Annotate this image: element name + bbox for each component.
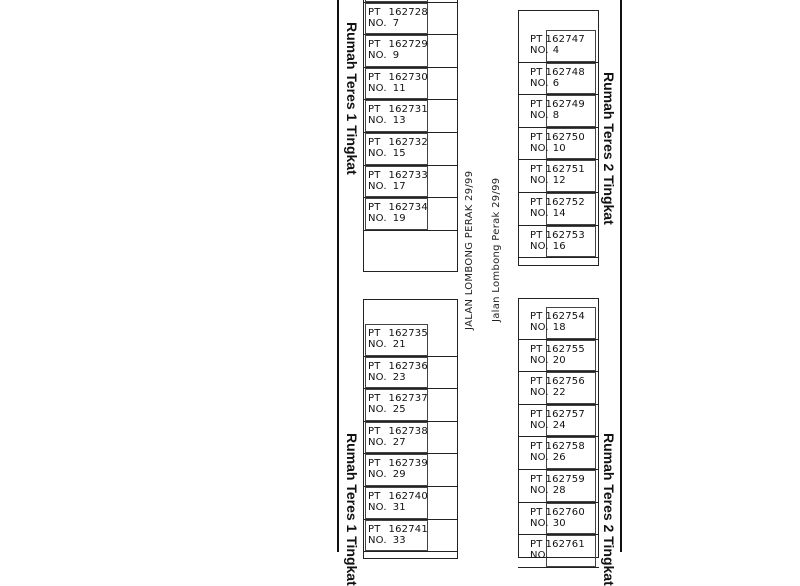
lot-parcel (518, 437, 599, 470)
lot-pt-number: 162751 (545, 164, 585, 176)
lot-no-label: NO. (368, 371, 387, 383)
lot-parcel (518, 535, 599, 568)
lot-pt-label: PT (368, 202, 381, 214)
lot-parcel (363, 100, 458, 133)
lot-pt-number: 162758 (545, 441, 585, 453)
lot-no-label: NO. (368, 148, 387, 159)
lot-pt-label: PT (530, 164, 543, 176)
lot-pt-label: PT (530, 229, 543, 241)
lot-pt-label: PT (368, 491, 381, 502)
lot-pt-number: 162736 (388, 360, 428, 372)
lot-pt-number: 162756 (545, 376, 585, 388)
lot-pt-label: PT (368, 328, 381, 339)
lot-house-number: 14 (552, 208, 566, 219)
lot-pt-label: PT (368, 39, 381, 51)
lot-pt-number: 162760 (545, 506, 585, 518)
lot-parcel (518, 340, 599, 373)
lot-pt-label: PT (368, 425, 381, 437)
lot-pt-number: 162747 (545, 34, 585, 45)
lot-no-label: NO. (368, 213, 387, 225)
lot-no-label: NO. (530, 142, 549, 154)
lot-no-label: NO. (530, 240, 549, 252)
lot-house-number: 18 (552, 322, 566, 333)
lot-house-number: 26 (552, 452, 566, 464)
lot-pt-number: 162735 (388, 328, 428, 339)
block-type-label-right-top: Rumah Teres 2 Tingkat (601, 72, 617, 225)
lot-parcel (363, 422, 458, 455)
lot-pt-number: 162761 (545, 539, 585, 551)
lot-parcel (363, 68, 458, 101)
lot-pt-number: 162749 (545, 99, 585, 111)
lot-pt-label: PT (530, 506, 543, 518)
lot-pt-label: PT (368, 458, 381, 470)
lot-house-number: 9 (392, 50, 400, 62)
lot-no-label: NO. (368, 115, 387, 127)
lot-pt-label: PT (530, 441, 543, 453)
lot-pt-number: 162755 (545, 343, 585, 355)
lot-no-label: NO. (530, 322, 549, 333)
lot-parcel (363, 454, 458, 487)
lot-house-number: 22 (552, 387, 566, 399)
lot-house-number: 24 (552, 419, 566, 431)
lot-no-label: NO. (368, 180, 387, 192)
lot-pt-label: PT (530, 474, 543, 485)
lot-parcel (518, 226, 599, 259)
lot-parcel (518, 405, 599, 438)
lot-pt-label: PT (530, 343, 543, 355)
lot-pt-label: PT (368, 393, 381, 405)
lot-house-number: 12 (552, 175, 566, 187)
lot-pt-label: PT (530, 311, 543, 322)
lot-pt-label: PT (530, 539, 543, 551)
lot-parcel (518, 372, 599, 405)
lot-no-label: NO. (530, 419, 549, 431)
lot-house-number: 28 (552, 485, 566, 496)
road-label-upper: JALAN LOMBONG PERAK 29/99 (464, 170, 475, 330)
lot-pt-number: 162757 (545, 408, 585, 420)
lot-no-label: NO. (530, 110, 549, 122)
lot-parcel (363, 166, 458, 199)
lot-house-number: 29 (392, 469, 406, 481)
lot-pt-label: PT (530, 197, 543, 208)
lot-pt-label: PT (530, 131, 543, 143)
lot-pt-label: PT (530, 66, 543, 78)
lot-parcel (518, 470, 599, 503)
lot-pt-number: 162754 (545, 311, 585, 322)
lot-house-number: 20 (552, 354, 566, 366)
lot-parcel (363, 389, 458, 422)
lot-parcel (363, 357, 458, 390)
lot-inner-box (365, 0, 428, 2)
lot-pt-label: PT (530, 34, 543, 45)
lot-house-number: 6 (552, 77, 560, 89)
lot-parcel (518, 95, 599, 128)
lot-pt-number: 162753 (545, 229, 585, 241)
lot-house-number: 31 (392, 502, 406, 513)
lot-no-label: NO. (530, 208, 549, 219)
lot-pt-label: PT (530, 376, 543, 388)
lot-parcel (363, 487, 458, 520)
lot-house-number: 27 (392, 436, 406, 448)
lot-pt-number: 162740 (388, 491, 428, 502)
lot-house-number: 7 (392, 17, 400, 29)
lot-pt-label: PT (368, 71, 381, 83)
lot-house-number: 30 (552, 517, 566, 529)
lot-house-number: 17 (392, 180, 406, 192)
lot-house-number: 21 (392, 339, 406, 350)
lot-pt-number: 162730 (388, 71, 428, 83)
lot-no-label: NO. (368, 50, 387, 62)
lot-pt-label: PT (530, 99, 543, 111)
lot-parcel (363, 3, 458, 36)
lot-parcel (518, 307, 599, 340)
lot-no-label: NO. (368, 339, 387, 350)
lot-house-number: 11 (392, 82, 406, 94)
lot-house-number: 33 (392, 534, 406, 546)
block-type-label-left-top: Rumah Teres 1 Tingkat (344, 22, 360, 175)
block-type-label-right-bottom: Rumah Teres 2 Tingkat (601, 433, 617, 586)
lot-pt-number: 162759 (545, 474, 585, 485)
lot-no-label: NO. (368, 404, 387, 416)
lot-no-label: NO. (530, 175, 549, 187)
lot-no-label: NO. (368, 82, 387, 94)
lot-pt-number: 162737 (388, 393, 428, 405)
lot-pt-number: 162728 (388, 6, 428, 18)
lot-pt-label: PT (368, 523, 381, 535)
lot-pt-number: 162734 (388, 202, 428, 214)
lot-no-label: NO. (530, 77, 549, 89)
lot-no-label: NO. (530, 387, 549, 399)
lot-house-number: 10 (552, 142, 566, 154)
lot-no-label: NO. (530, 485, 549, 496)
lot-parcel (363, 133, 458, 166)
lot-parcel (363, 35, 458, 68)
lot-pt-number: 162729 (388, 39, 428, 51)
lot-no-label: NO. (530, 517, 549, 529)
right-boundary-line (620, 0, 622, 552)
lot-pt-number: 162748 (545, 66, 585, 78)
lot-parcel (363, 520, 458, 553)
lot-no-label: NO. (530, 550, 549, 562)
lot-parcel (363, 198, 458, 231)
lot-pt-number: 162731 (388, 104, 428, 116)
lot-no-label: NO. (368, 17, 387, 29)
lot-pt-label: PT (368, 6, 381, 18)
left-boundary-line (337, 0, 339, 552)
lot-parcel (363, 324, 458, 357)
lot-house-number: 23 (392, 371, 406, 383)
lot-parcel (518, 128, 599, 161)
lot-parcel (518, 160, 599, 193)
lot-no-label: NO. (368, 534, 387, 546)
lot-parcel (518, 503, 599, 536)
lot-pt-label: PT (368, 360, 381, 372)
block-type-label-left-bottom: Rumah Teres 1 Tingkat (344, 433, 360, 586)
lot-house-number: 8 (552, 110, 560, 122)
lot-parcel (518, 63, 599, 96)
lot-pt-label: PT (530, 408, 543, 420)
lot-parcel (518, 30, 599, 63)
lot-pt-label: PT (368, 104, 381, 116)
lot-pt-label: PT (368, 137, 381, 148)
lot-no-label: NO. (530, 452, 549, 464)
lot-pt-number: 162732 (388, 137, 428, 148)
lot-no-label: NO. (530, 45, 549, 56)
lot-house-number: 13 (392, 115, 406, 127)
lot-pt-label: PT (368, 169, 381, 181)
lot-pt-number: 162741 (388, 523, 428, 535)
lot-no-label: NO. (368, 436, 387, 448)
lot-house-number: 15 (392, 148, 406, 159)
lot-house-number: 16 (552, 240, 566, 252)
lot-pt-number: 162752 (545, 197, 585, 208)
lot-house-number: 4 (552, 45, 560, 56)
lot-pt-number: 162738 (388, 425, 428, 437)
lot-no-label: NO. (368, 469, 387, 481)
lot-no-label: NO. (368, 502, 387, 513)
lot-parcel (518, 193, 599, 226)
lot-house-number: 19 (392, 213, 406, 225)
lot-pt-number: 162739 (388, 458, 428, 470)
lot-pt-number: 162750 (545, 131, 585, 143)
lot-house-number: 25 (392, 404, 406, 416)
lot-no-label: NO. (530, 354, 549, 366)
road-label-mixed: Jalan Lombong Perak 29/99 (491, 177, 502, 322)
lot-pt-number: 162733 (388, 169, 428, 181)
